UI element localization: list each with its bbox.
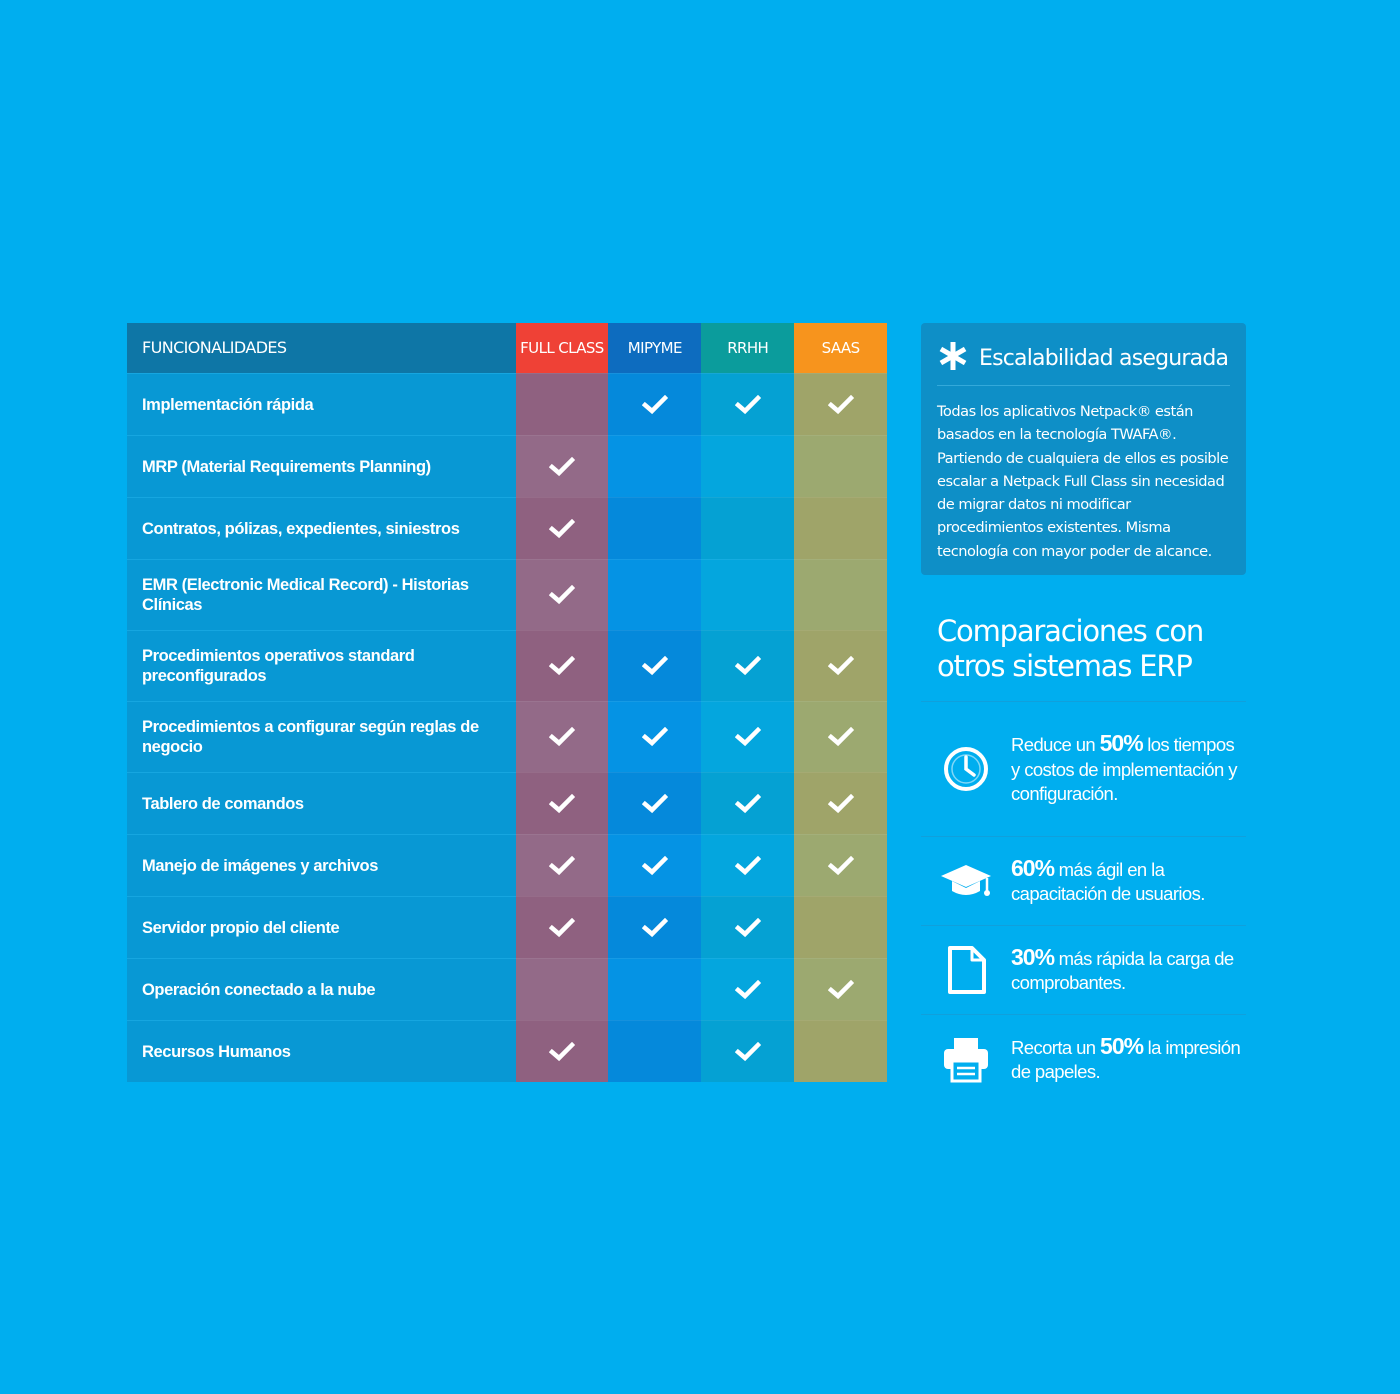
cell-rrhh	[701, 373, 794, 435]
comparisons-title-line-1: Comparaciones con	[937, 614, 1204, 648]
check-icon	[549, 794, 575, 814]
feature-label: Contratos, pólizas, expedientes, siniestros	[127, 497, 516, 559]
comparison-item	[921, 836, 1246, 925]
cell-rrhh	[701, 896, 794, 958]
check-icon	[735, 856, 761, 876]
graduation-cap-icon	[939, 854, 993, 908]
comparison-item	[921, 1014, 1246, 1103]
cell-rrhh	[701, 559, 794, 630]
cell-full-class	[516, 958, 609, 1020]
check-icon	[642, 727, 668, 747]
check-icon	[735, 794, 761, 814]
cell-saas	[794, 435, 887, 497]
table-row	[127, 958, 887, 1020]
check-icon	[735, 395, 761, 415]
check-icon	[828, 656, 854, 676]
check-icon	[642, 656, 668, 676]
cell-mipyme	[608, 497, 701, 559]
comparisons-list	[921, 701, 1246, 1103]
check-icon	[549, 519, 575, 539]
header-features: FUNCIONALIDADES	[127, 323, 516, 373]
comparison-text: 60% más ágil en la capacitación de usuarios.	[1011, 854, 1205, 904]
cell-saas	[794, 497, 887, 559]
cell-full-class	[516, 630, 609, 701]
comparison-text: Reduce un 50% los tiempos y costos de implementación y configuración.	[1011, 730, 1237, 805]
table-row	[127, 630, 887, 701]
check-icon	[549, 656, 575, 676]
cell-mipyme	[608, 435, 701, 497]
cell-mipyme	[608, 896, 701, 958]
scalability-card	[921, 323, 1246, 575]
cell-full-class	[516, 772, 609, 834]
check-icon	[828, 980, 854, 1000]
cell-mipyme	[608, 630, 701, 701]
check-icon	[735, 727, 761, 747]
cell-full-class	[516, 896, 609, 958]
table-row	[127, 701, 887, 772]
cell-saas	[794, 896, 887, 958]
cell-rrhh	[701, 497, 794, 559]
check-icon	[642, 794, 668, 814]
check-icon	[735, 656, 761, 676]
printer-icon	[939, 1032, 993, 1086]
table-row	[127, 834, 887, 896]
features-table	[127, 323, 887, 1082]
document-icon	[939, 943, 993, 997]
comparisons-title	[937, 614, 1237, 684]
cell-mipyme	[608, 701, 701, 772]
cell-rrhh	[701, 958, 794, 1020]
comparison-text: Recorta un 50% la impresión de papeles.	[1011, 1032, 1241, 1082]
cell-rrhh	[701, 701, 794, 772]
check-icon	[828, 794, 854, 814]
cell-mipyme	[608, 1020, 701, 1082]
check-icon	[735, 980, 761, 1000]
clock-icon	[939, 742, 993, 796]
cell-full-class	[516, 373, 609, 435]
cell-saas	[794, 559, 887, 630]
table-row	[127, 497, 887, 559]
check-icon	[642, 856, 668, 876]
header-rrhh: RRHH	[701, 323, 794, 373]
table-row	[127, 559, 887, 630]
comparison-item	[921, 701, 1246, 836]
cell-rrhh	[701, 772, 794, 834]
check-icon	[549, 585, 575, 605]
table-body	[127, 373, 887, 1082]
cell-full-class	[516, 1020, 609, 1082]
header-saas: SAAS	[794, 323, 887, 373]
check-icon	[642, 918, 668, 938]
feature-label: Implementación rápida	[127, 373, 516, 435]
cell-rrhh	[701, 834, 794, 896]
feature-label: Servidor propio del cliente	[127, 896, 516, 958]
cell-rrhh	[701, 630, 794, 701]
table-row	[127, 435, 887, 497]
cell-saas	[794, 834, 887, 896]
feature-label: Recursos Humanos	[127, 1020, 516, 1082]
cell-mipyme	[608, 958, 701, 1020]
cell-mipyme	[608, 834, 701, 896]
feature-label: Tablero de comandos	[127, 772, 516, 834]
cell-saas	[794, 630, 887, 701]
check-icon	[735, 918, 761, 938]
asterisk-icon	[937, 340, 969, 377]
table-row	[127, 772, 887, 834]
check-icon	[549, 457, 575, 477]
check-icon	[549, 727, 575, 747]
header-mipyme: MIPYME	[608, 323, 701, 373]
cell-full-class	[516, 435, 609, 497]
check-icon	[549, 1042, 575, 1062]
cell-saas	[794, 772, 887, 834]
check-icon	[828, 395, 854, 415]
table-header-row	[127, 323, 887, 373]
cell-mipyme	[608, 559, 701, 630]
feature-label: MRP (Material Requirements Planning)	[127, 435, 516, 497]
table-row	[127, 896, 887, 958]
feature-label: EMR (Electronic Medical Record) - Historias Clínicas	[127, 559, 516, 630]
cell-full-class	[516, 834, 609, 896]
cell-full-class	[516, 559, 609, 630]
cell-rrhh	[701, 435, 794, 497]
comparisons-title-line-2: otros sistemas ERP	[937, 649, 1192, 683]
feature-label: Operación conectado a la nube	[127, 958, 516, 1020]
scalability-title: Escalabilidad asegurada	[979, 345, 1229, 371]
cell-mipyme	[608, 373, 701, 435]
scalability-text: Todas los aplicativos Netpack® están basados en la tecnología TWAFA®. Partiendo de cualquiera de ellos es posible escalar a Netpack Full Class sin necesidad de migrar datos ni modificar procedimientos existentes. Misma tecnología con mayor poder de alcance.	[937, 403, 1229, 560]
table-row	[127, 1020, 887, 1082]
cell-saas	[794, 701, 887, 772]
cell-full-class	[516, 497, 609, 559]
cell-full-class	[516, 701, 609, 772]
check-icon	[549, 918, 575, 938]
table-row	[127, 373, 887, 435]
check-icon	[549, 856, 575, 876]
comparison-item	[921, 925, 1246, 1014]
check-icon	[735, 1042, 761, 1062]
comparison-text: 30% más rápida la carga de comprobantes.	[1011, 943, 1234, 993]
header-full-class: FULL CLASS	[516, 323, 609, 373]
cell-saas	[794, 1020, 887, 1082]
cell-mipyme	[608, 772, 701, 834]
cell-rrhh	[701, 1020, 794, 1082]
check-icon	[642, 395, 668, 415]
scalability-header	[937, 337, 1230, 386]
feature-label: Manejo de imágenes y archivos	[127, 834, 516, 896]
feature-label: Procedimientos a configurar según reglas de negocio	[127, 701, 516, 772]
feature-label: Procedimientos operativos standard preconfigurados	[127, 630, 516, 701]
check-icon	[828, 727, 854, 747]
cell-saas	[794, 958, 887, 1020]
check-icon	[828, 856, 854, 876]
cell-saas	[794, 373, 887, 435]
